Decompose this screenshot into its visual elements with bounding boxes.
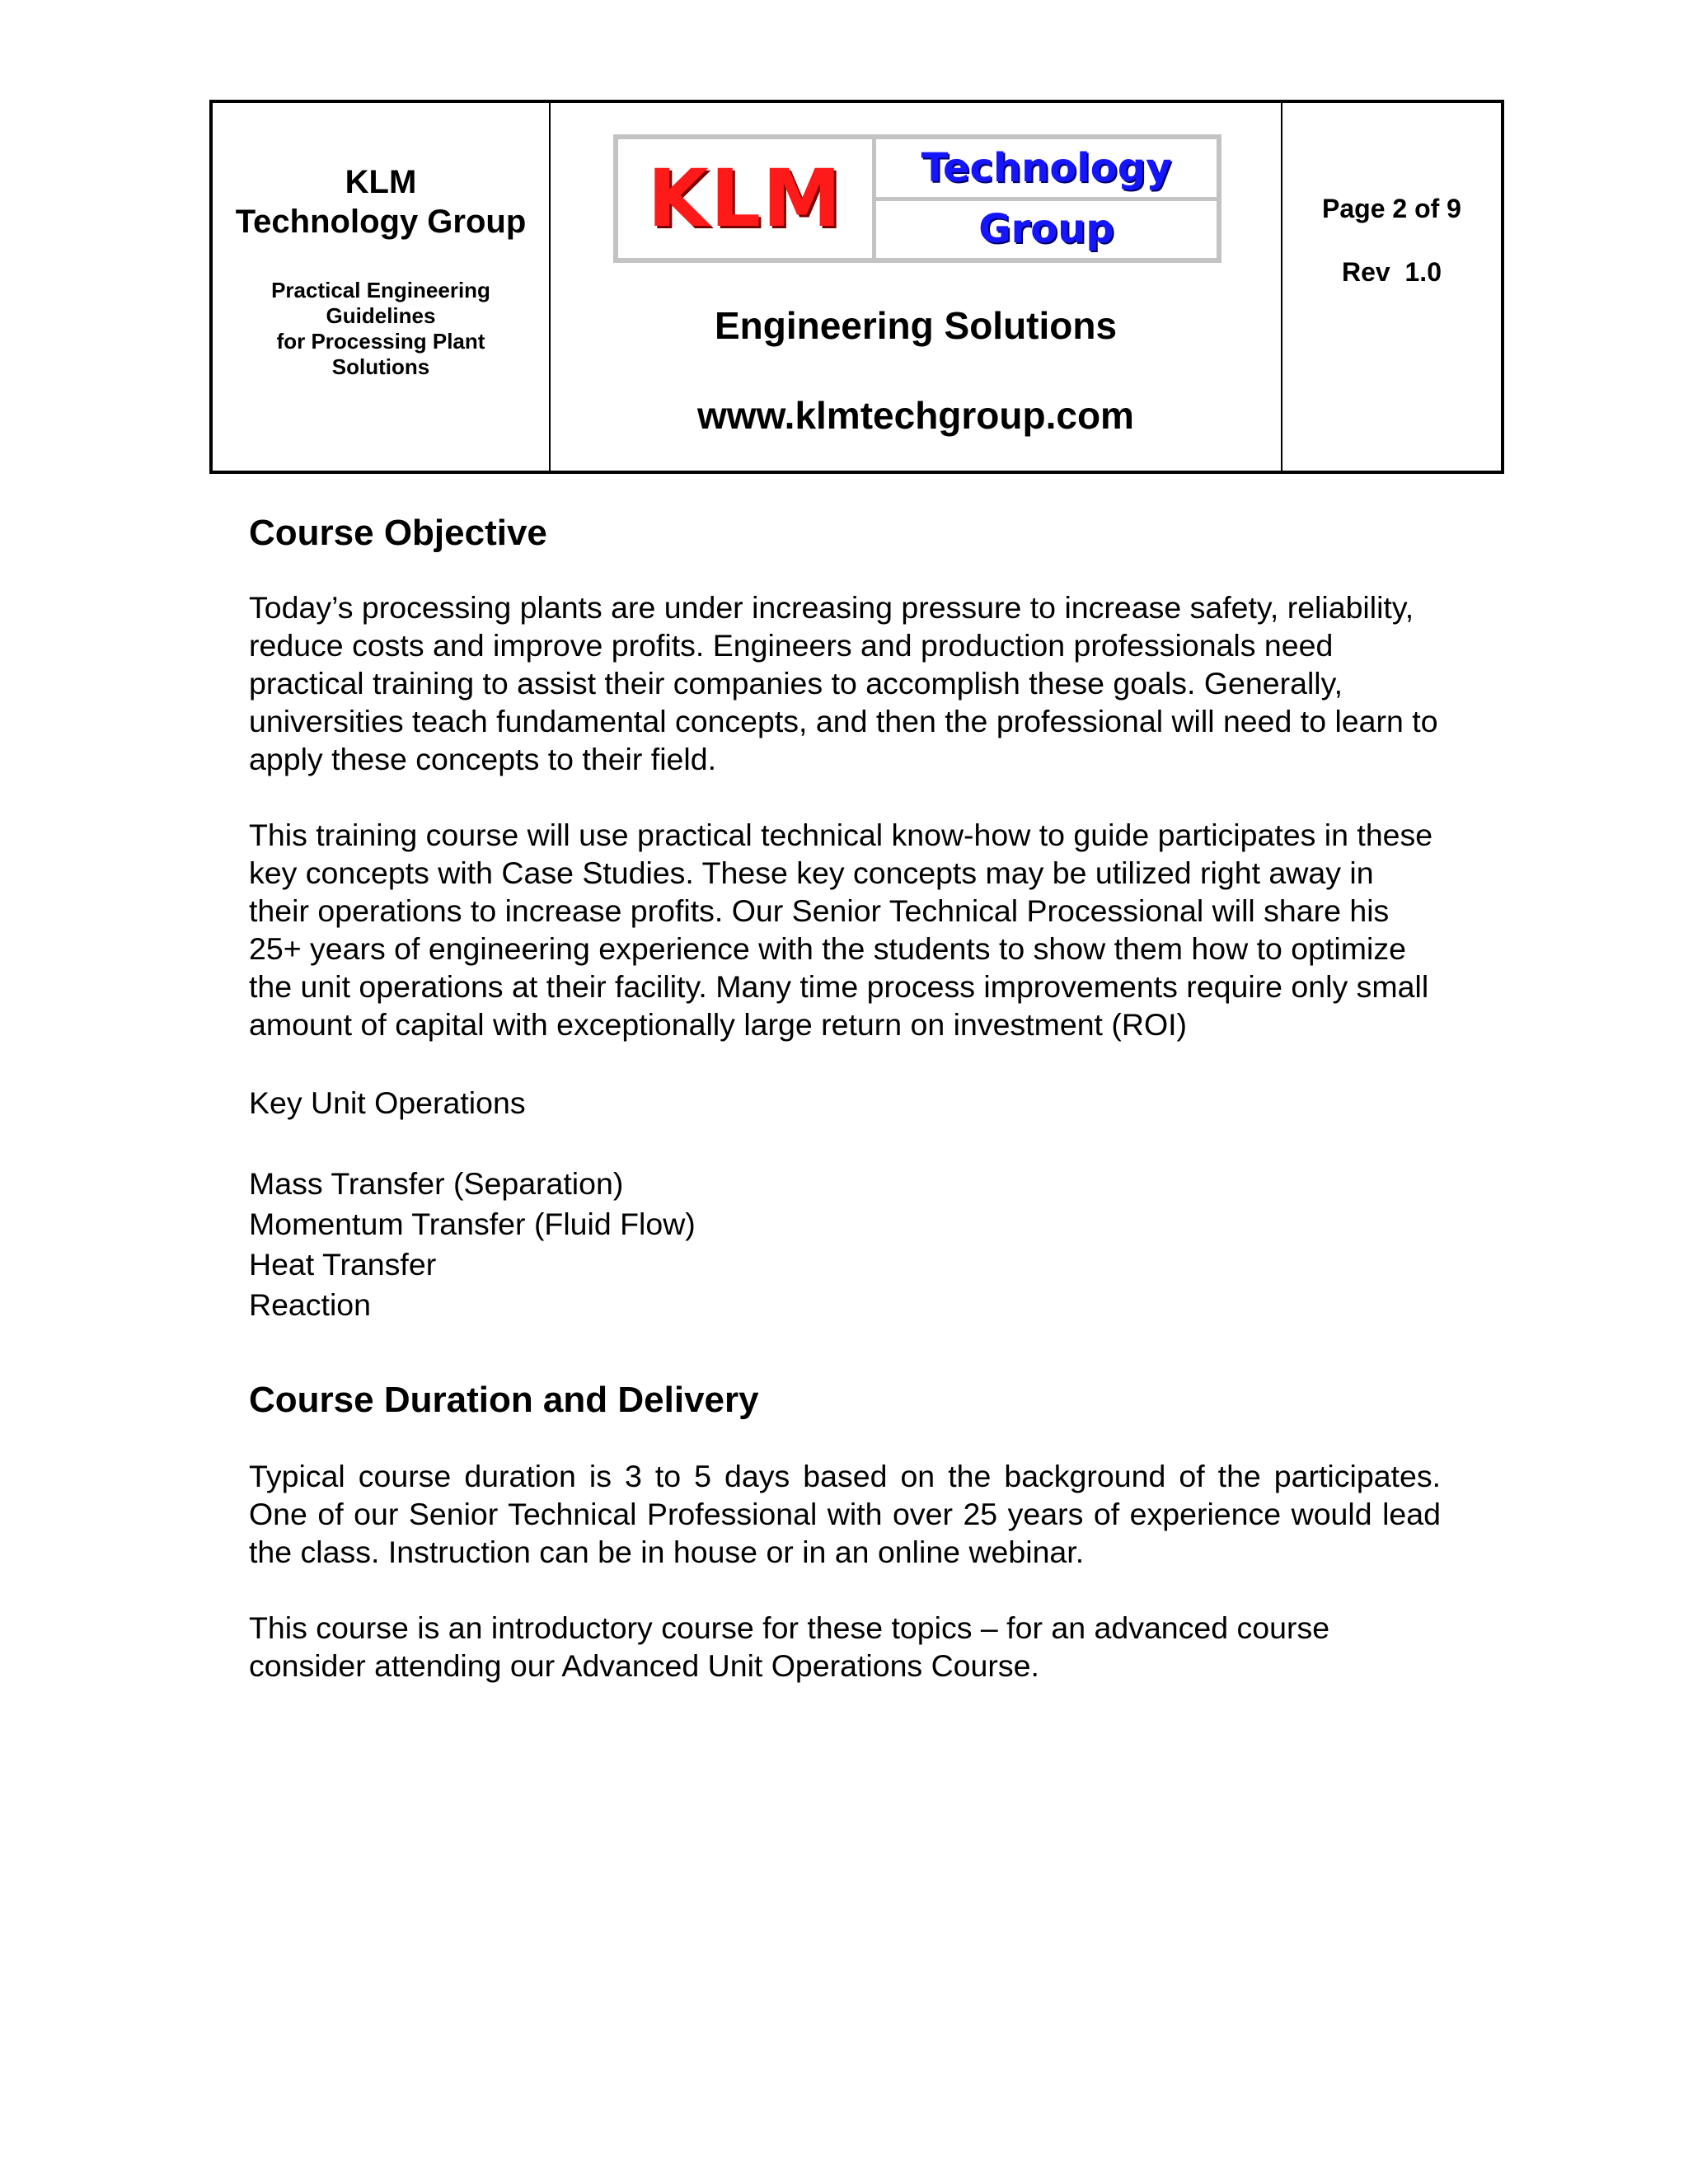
logo-technology-text: Technology xyxy=(876,139,1217,201)
list-item: Heat Transfer xyxy=(249,1247,437,1282)
organization-name: KLM Technology Group xyxy=(235,164,527,240)
key-unit-operations-label: Key Unit Operations xyxy=(249,1085,526,1120)
document-body xyxy=(249,511,1441,1685)
organization-tagline: Practical Engineering Guidelines for Processing Plant Solutions xyxy=(271,278,490,379)
logo-group-text: Group xyxy=(978,206,1114,253)
list-item: Mass Transfer (Separation) xyxy=(249,1166,624,1201)
header-right-cell xyxy=(1282,103,1501,471)
page-number: Page 2 of 9 xyxy=(1322,194,1461,223)
list-item: Reaction xyxy=(249,1287,372,1322)
paragraph: Today’s processing plants are under increasing pressure to increase safety, reliability, reduce costs and improve profits. Engineers and production professionals need practical training to assist their companies to accomplish these goals. Generally, universities teach fundamental concepts, and then the professional will need to learn to apply these concepts to their field. xyxy=(249,590,1438,776)
logo-klm-text: KLM xyxy=(647,152,843,245)
website-link[interactable]: www.klmtechgroup.com xyxy=(697,394,1134,437)
logo-text-panel xyxy=(876,139,1217,258)
paragraph: This course is an introductory course for these topics – for an advanced course consider attending our Advanced Unit Operations Course. xyxy=(249,1610,1330,1683)
header-subtitle: Engineering Solutions xyxy=(714,304,1118,347)
klm-logo xyxy=(613,134,1221,263)
logo-klm-panel xyxy=(618,139,876,258)
list-item: Momentum Transfer (Fluid Flow) xyxy=(249,1207,696,1241)
document-header xyxy=(209,100,1504,474)
paragraph: This training course will use practical technical know-how to guide participates in these key concepts with Case Studies. These key concepts may be utilized right away in their operations to increase profits. Our Senior Technical Processional will share his 25+ years of engineering experience with the students to show them how to optimize the unit operations at their facility. Many time process improvements require only small amount of capital with exceptionally large return on investment (ROI) xyxy=(249,818,1433,1042)
paragraph: Typical course duration is 3 to 5 days based on the background of the participates. One of our Senior Technical Professional with over 25 years of experience would lead the class. Instruction can be in house or in an online webinar. xyxy=(249,1459,1441,1569)
section-heading-course-duration: Course Duration and Delivery xyxy=(249,1380,759,1420)
section-heading-course-objective: Course Objective xyxy=(249,513,547,553)
revision-number: Rev 1.0 xyxy=(1342,257,1442,287)
header-middle-cell xyxy=(551,103,1282,471)
header-left-cell xyxy=(213,103,551,471)
